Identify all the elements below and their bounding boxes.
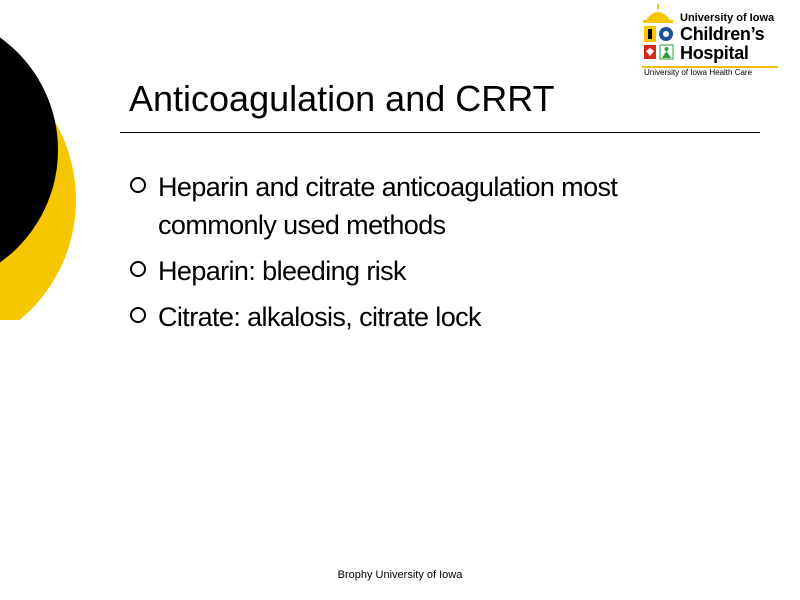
decorative-circles [0, 0, 110, 320]
bullet-item [130, 298, 690, 336]
university-logo [640, 4, 790, 82]
bullet-text: Heparin and citrate anticoagulation most commonly used methods [158, 172, 618, 240]
title-divider [120, 132, 760, 133]
slide-footer: Brophy University of Iowa [337, 569, 463, 581]
logo-hospital-text: Hospital [680, 43, 749, 63]
logo-university-text: University of Iowa [680, 12, 775, 24]
logo-emblem [640, 4, 680, 66]
bullet-text: Citrate: alkalosis, citrate lock [158, 302, 481, 332]
hollow-circle-bullet-icon [130, 177, 146, 193]
hollow-circle-bullet-icon [130, 307, 146, 323]
bullet-item [130, 252, 690, 290]
logo-childrens-text: Children’s [680, 24, 765, 44]
bullet-list [130, 168, 690, 344]
bullet-text: Heparin: bleeding risk [158, 256, 406, 286]
slide-title: Anticoagulation and CRRT [129, 78, 555, 119]
logo-health-care-text: University of Iowa Health Care [644, 68, 753, 77]
bullet-item [130, 168, 690, 244]
hollow-circle-bullet-icon [130, 261, 146, 277]
dome-icon [646, 12, 670, 20]
